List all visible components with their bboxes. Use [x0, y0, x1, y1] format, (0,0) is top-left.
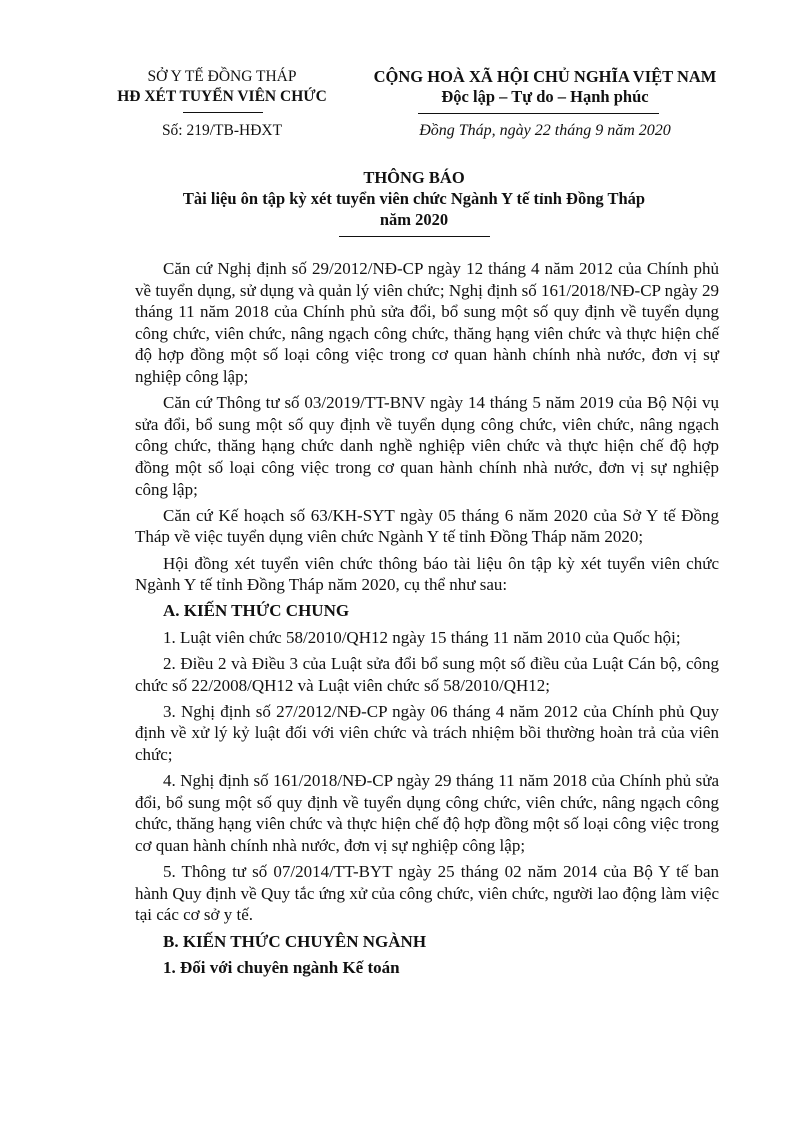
document-title	[120, 167, 708, 230]
header-left	[100, 67, 344, 107]
council-name: HĐ XÉT TUYỂN VIÊN CHỨC	[117, 88, 327, 105]
preamble-paragraph: Căn cứ Thông tư số 03/2019/TT-BNV ngày 14 tháng 5 năm 2019 của Bộ Nội vụ sửa đổi, bổ sung một số quy định về tuyển dụng công chức, viên chức, nâng ngạch công chức, thăng hạng chức danh nghề nghiệp viên chức và thực hiện chế độ hợp đồng một số loại công việc trong cơ quan hành chính nhà nước, đơn vị sự nghiệp công lập;	[135, 393, 719, 499]
place-date: Đồng Tháp, ngày 22 tháng 9 năm 2020	[419, 122, 671, 139]
section-a-item: 5. Thông tư số 07/2014/TT-BYT ngày 25 tháng 02 năm 2014 của Bộ Y tế ban hành Quy định về Quy tắc ứng xử của công chức, viên chức, người lao động làm việc tại các cơ sở y tế.	[135, 862, 719, 925]
section-a-item: 3. Nghị định số 27/2012/NĐ-CP ngày 06 tháng 4 năm 2012 của Chính phủ Quy định về xử lý kỷ luật đối với viên chức và trách nhiệm bồi thường hoàn trả của viên chức;	[135, 701, 719, 765]
agency-name: SỞ Y TẾ ĐỒNG THÁP	[147, 68, 297, 85]
section-a-item: 2. Điều 2 và Điều 3 của Luật sửa đổi bổ sung một số điều của Luật Cán bộ, công chức số 22/2008/QH12 và Luật viên chức số 58/2010/QH12;	[135, 654, 719, 695]
section-b-subheading: 1. Đối với chuyên ngành Kế toán	[163, 958, 400, 978]
preamble-paragraph: Căn cứ Kế hoạch số 63/KH-SYT ngày 05 tháng 6 năm 2020 của Sở Y tế Đồng Tháp về việc tuyển dụng viên chức Ngành Y tế tỉnh Đồng Tháp năm 2020;	[135, 505, 719, 547]
national-motto: Độc lập – Tự do – Hạnh phúc	[441, 87, 649, 106]
title-subtitle-line1: Tài liệu ôn tập kỳ xét tuyển viên chức Ngành Y tế tỉnh Đồng Tháp	[182, 189, 646, 208]
preamble-paragraph: Căn cứ Nghị định số 29/2012/NĐ-CP ngày 12 tháng 4 năm 2012 của Chính phủ về tuyển dụng, sử dụng và quản lý viên chức; Nghị định số 161/2018/NĐ-CP ngày 29 tháng 11 năm 2018 của Chính phủ sửa đổi, bổ sung một số quy định về tuyển dụng công chức, viên chức, nâng ngạch công chức, thăng hạng viên chức và thực hiện chế độ hợp đồng một số loại công việc trong cơ quan hành chính nhà nước, đơn vị sự nghiệp công lập;	[135, 259, 719, 386]
section-a-item: 4. Nghị định số 161/2018/NĐ-CP ngày 29 tháng 11 năm 2018 của Chính phủ sửa đổi, bổ sung một số quy định về tuyển dụng công chức, viên chức, nâng ngạch công chức, thăng hạng viên chức và thực hiện chế độ hợp đồng một số loại công việc trong cơ quan hành chính nhà nước, đơn vị sự nghiệp công lập;	[135, 771, 719, 855]
section-b-heading: B. KIẾN THỨC CHUYÊN NGÀNH	[163, 931, 427, 951]
title-subtitle-line2: năm 2020	[379, 210, 449, 229]
section-a-heading: A. KIẾN THỨC CHUNG	[163, 601, 350, 621]
section-a-item: 1. Luật viên chức 58/2010/QH12 ngày 15 tháng 11 năm 2010 của Quốc hội;	[163, 627, 681, 647]
preamble-paragraph: Hội đồng xét tuyển viên chức thông báo tài liệu ôn tập kỳ xét tuyển viên chức Ngành Y tế tỉnh Đồng Tháp năm 2020, cụ thể như sau:	[135, 553, 719, 595]
header-right-rule	[418, 113, 659, 114]
header-right	[345, 67, 745, 107]
document-body	[135, 258, 719, 984]
header-left-rule	[183, 112, 263, 113]
nation-name: CỘNG HOÀ XÃ HỘI CHỦ NGHĨA VIỆT NAM	[373, 67, 717, 86]
document-number: Số: 219/TB-HĐXT	[161, 122, 283, 139]
title-heading: THÔNG BÁO	[363, 168, 465, 187]
title-rule	[339, 236, 490, 237]
